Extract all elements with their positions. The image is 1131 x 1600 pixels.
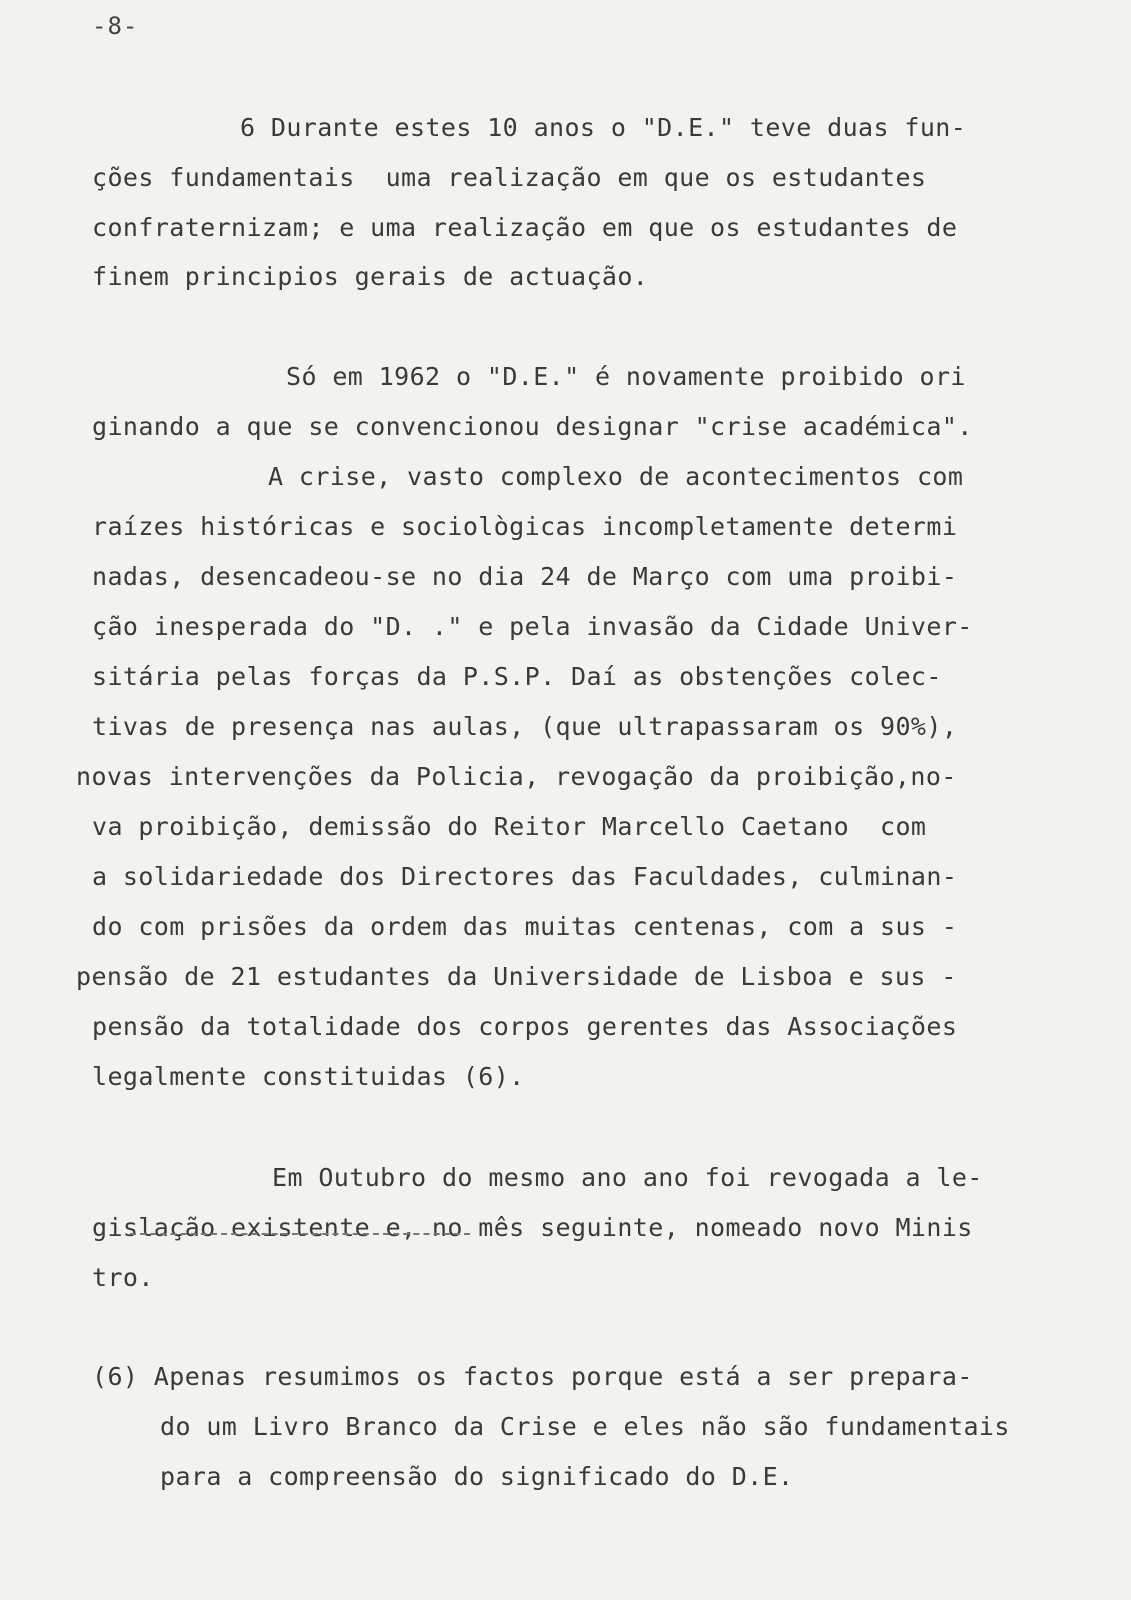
text-line: nadas, desencadeou-se no dia 24 de Março com uma proibi- <box>92 562 958 591</box>
text-line: Em Outubro do mesmo ano ano foi revogada a le- <box>272 1163 983 1192</box>
text-line: a solidariedade dos Directores das Faculdades, culminan- <box>92 862 958 891</box>
text-line: tro. <box>92 1263 154 1292</box>
footnote-separator <box>130 1233 470 1235</box>
text-line: finem principios gerais de actuação. <box>92 262 649 291</box>
text-line: A crise, vasto complexo de acontecimentos com <box>268 462 964 491</box>
text-line: sitária pelas forças da P.S.P. Daí as obstenções colec- <box>92 662 942 691</box>
footnote-line: para a compreensão do significado do D.E. <box>160 1462 794 1491</box>
text-line: ção inesperada do "D. ." e pela invasão da Cidade Univer- <box>92 612 973 641</box>
text-line: 6 Durante estes 10 anos o "D.E." teve duas fun- <box>240 113 967 142</box>
text-line: legalmente constituidas (6). <box>92 1062 525 1091</box>
footnote-line: do um Livro Branco da Crise e eles não são fundamentais <box>160 1412 1010 1441</box>
text-line: Só em 1962 o "D.E." é novamente proibido ori <box>286 362 966 391</box>
text-line: do com prisões da ordem das muitas centenas, com a sus - <box>92 912 958 941</box>
text-line: ções fundamentais uma realização em que os estudantes <box>92 163 927 192</box>
page-number: -8- <box>92 12 139 40</box>
text-line: raízes históricas e sociològicas incompletamente determi <box>92 512 958 541</box>
footnote-line: (6) Apenas resumimos os factos porque está a ser prepara- <box>92 1362 973 1391</box>
text-line: ginando a que se convencionou designar "crise académica". <box>92 412 973 441</box>
text-line: va proibição, demissão do Reitor Marcello Caetano com <box>92 812 927 841</box>
text-line: gislação existente e, no mês seguinte, nomeado novo Minis <box>92 1213 973 1242</box>
text-line: pensão de 21 estudantes da Universidade de Lisboa e sus - <box>76 962 957 991</box>
text-line: novas intervenções da Policia, revogação da proibição,no- <box>76 762 957 791</box>
text-line: confraternizam; e uma realização em que os estudantes de <box>92 213 958 242</box>
text-line: pensão da totalidade dos corpos gerentes das Associações <box>92 1012 958 1041</box>
text-line: tivas de presença nas aulas, (que ultrapassaram os 90%), <box>92 712 958 741</box>
